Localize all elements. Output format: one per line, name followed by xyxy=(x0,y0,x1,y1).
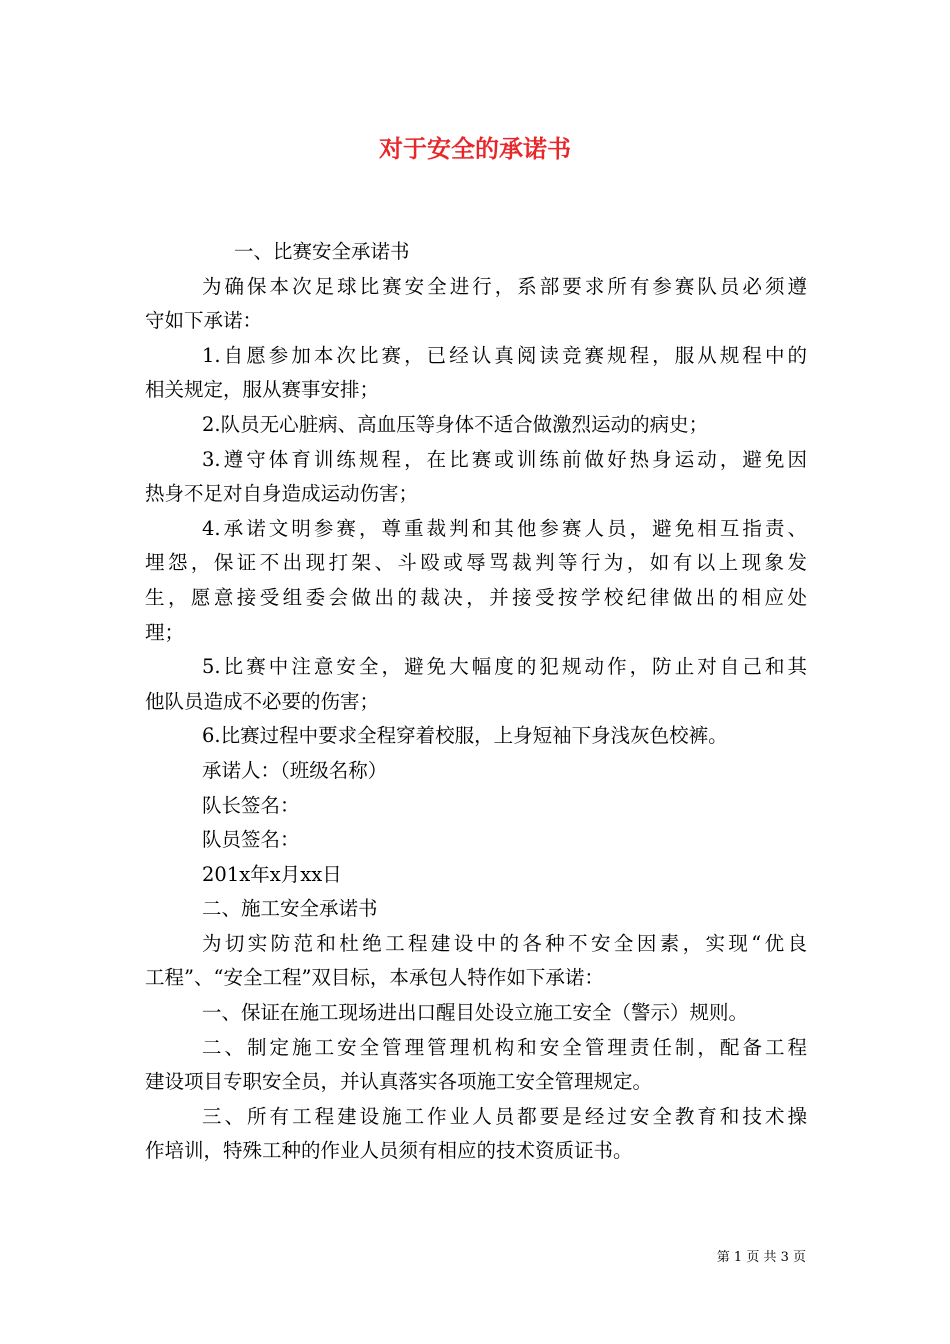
page-number: 第 1 页 共 3 页 xyxy=(716,1250,806,1265)
paragraph-line: 为切实防范和杜绝工程建设中的各种不安全因素，实现“优良 xyxy=(202,931,807,955)
paragraph-line: 6.比赛过程中要求全程穿着校服，上身短袖下身浅灰色校裤。 xyxy=(202,724,728,748)
paragraph-line: 三、所有工程建设施工作业人员都要是经过安全教育和技术操 xyxy=(202,1104,807,1128)
paragraph-line: 5.比赛中注意安全，避免大幅度的犯规动作，防止对自己和其 xyxy=(202,655,807,679)
section-heading: 一、比赛安全承诺书 xyxy=(234,240,410,263)
paragraph-line: 二、制定施工安全管理管理机构和安全管理责任制，配备工程 xyxy=(202,1035,807,1059)
paragraph-line: 2.队员无心脏病、高血压等身体不适合做激烈运动的病史； xyxy=(202,412,709,436)
member-signature-line: 队员签名： xyxy=(202,828,300,852)
date-line: 201x年x月xx日 xyxy=(202,862,342,886)
paragraph-line: 守如下承诺： xyxy=(145,309,263,333)
captain-signature-line: 队长签名： xyxy=(202,793,300,817)
paragraph-line: 理； xyxy=(145,620,185,644)
paragraph-line: 为确保本次足球比赛安全进行，系部要求所有参赛队员必须遵 xyxy=(202,274,807,298)
paragraph-line: 他队员造成不必要的伤害； xyxy=(145,689,380,713)
paragraph-line: 4.承诺文明参赛，尊重裁判和其他参赛人员，避免相互指责、 xyxy=(202,516,807,540)
promisor-line: 承诺人：（班级名称） xyxy=(202,758,388,782)
paragraph-line: 埋怨，保证不出现打架、斗殴或辱骂裁判等行为，如有以上现象发 xyxy=(145,551,807,575)
paragraph-line: 一、保证在施工现场进出口醒目处设立施工安全（警示）规则。 xyxy=(202,1001,749,1025)
paragraph-line: 生，愿意接受组委会做出的裁决，并接受按学校纪律做出的相应处 xyxy=(145,585,807,609)
paragraph-line: 建设项目专职安全员，并认真落实各项施工安全管理规定。 xyxy=(145,1070,653,1094)
paragraph-line: 相关规定，服从赛事安排； xyxy=(145,378,380,402)
document-title: 对于安全的承诺书 xyxy=(379,134,571,163)
paragraph-line: 1.自愿参加本次比赛，已经认真阅读竞赛规程，服从规程中的 xyxy=(202,343,807,367)
paragraph-line: 工程”、“安全工程”双目标，本承包人特作如下承诺： xyxy=(145,966,604,990)
paragraph-line: 作培训，特殊工种的作业人员须有相应的技术资质证书。 xyxy=(145,1139,633,1163)
paragraph-line: 3.遵守体育训练规程，在比赛或训练前做好热身运动，避免因 xyxy=(202,447,807,471)
document-body xyxy=(145,235,807,1169)
paragraph-line: 热身不足对自身造成运动伤害； xyxy=(145,482,419,506)
section-heading: 二、施工安全承诺书 xyxy=(202,897,378,921)
